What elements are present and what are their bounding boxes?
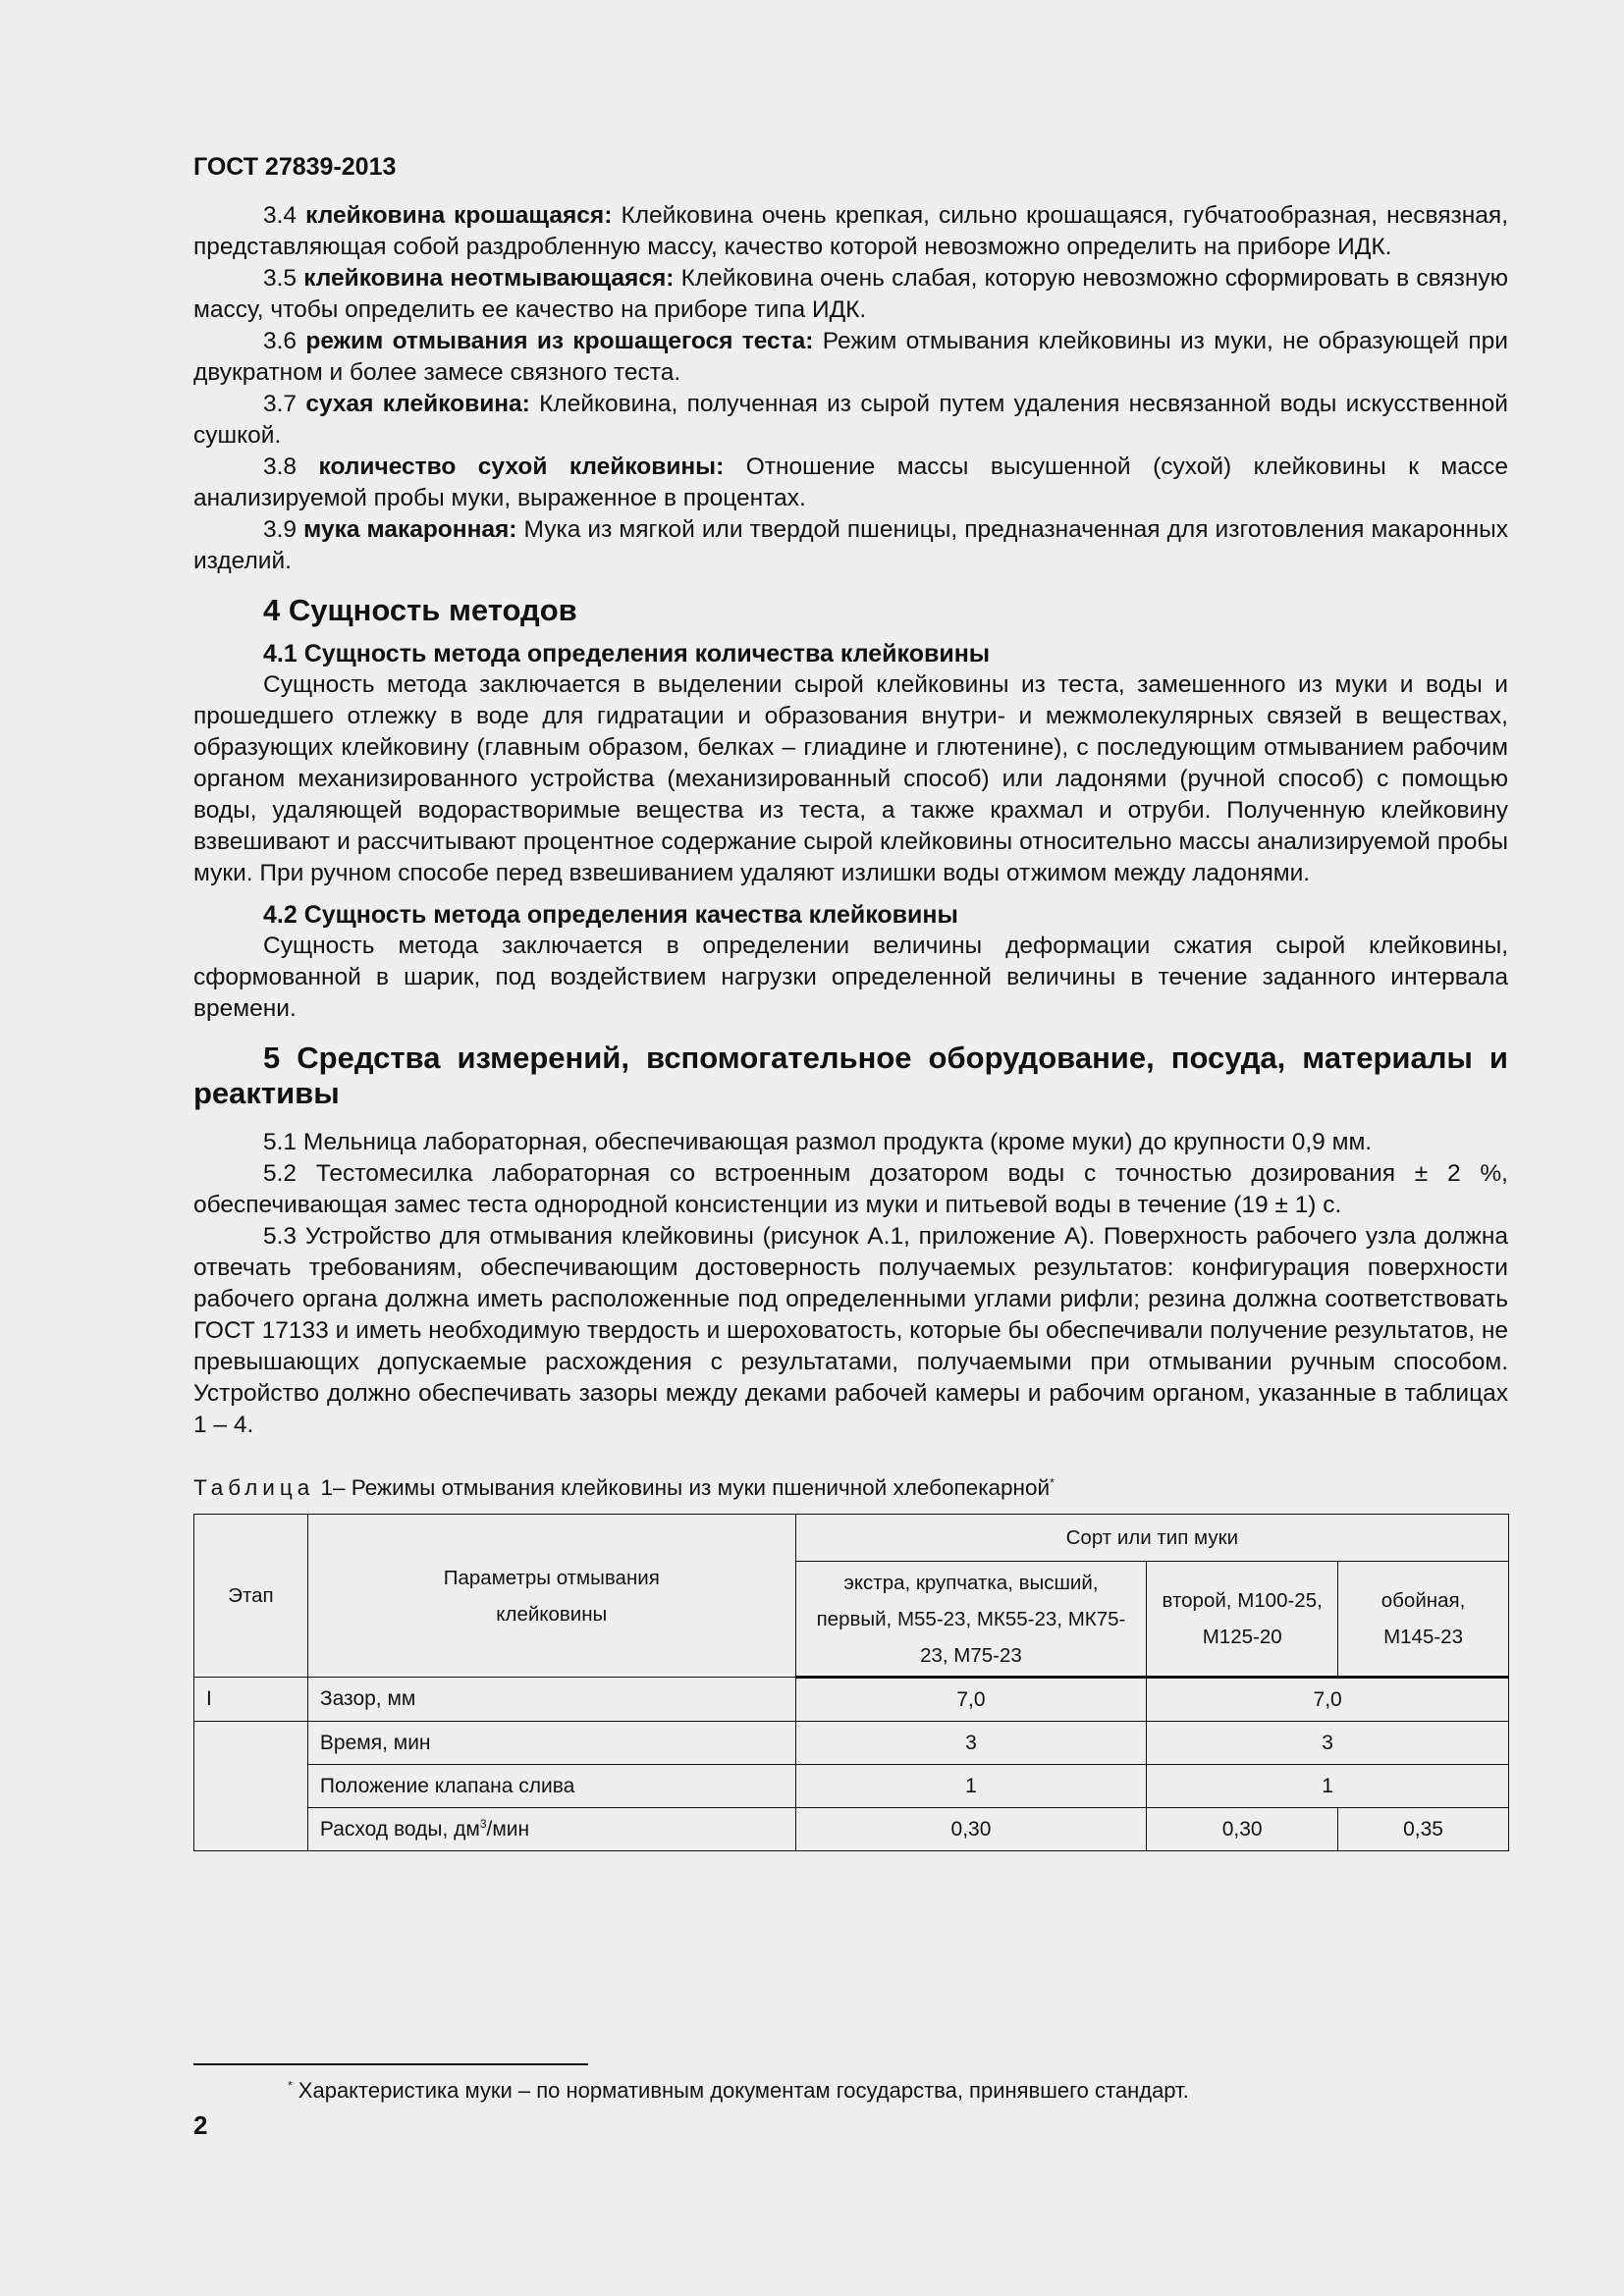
section-4-title: 4 Сущность методов — [263, 593, 577, 627]
table-head-col2: второй, М100-25, М125-20 — [1147, 1562, 1338, 1678]
section-5-2: 5.2 Тестомесилка лабораторная со встроенным дозатором воды с точностью дозирования ± 2 %, обеспечивающая замес теста однородной консистенции из муки и питьевой воды в течение (19 ± 1) с. — [193, 1160, 1508, 1218]
term-3-9: 3.9 мука макаронная: Мука из мягкой или твердой пшеницы, предназначенная для изготовления макаронных изделий. — [193, 516, 1508, 574]
table-cell-param: Время, мин — [307, 1722, 795, 1765]
table-cell-stage — [194, 1722, 308, 1851]
section-5-3: 5.3 Устройство для отмывания клейковины (рисунок А.1, приложение А). Поверхность рабочего узла должна отвечать требованиям, обеспечивающим достоверность получаемых результатов: конфигурация поверхности рабочего органа должна иметь расположенные под определенными углами рифли; резина должна соответствовать ГОСТ 17133 и иметь необходимую твердость и шероховатость, которые бы обеспечивали получение результатов, не превышающих допускаемые расхождения с результатами, получаемыми при отмывании ручным способом. Устройство должно обеспечивать зазоры между деками рабочей камеры и рабочим органом, указанные в таблицах 1 – 4. — [193, 1223, 1508, 1438]
footnote-divider — [193, 2063, 588, 2065]
term-3-6: 3.6 режим отмывания из крошащегося теста: Режим отмывания клейковины из муки, не образующей при двукратном и более замесе связного теста. — [193, 328, 1508, 386]
section-4-2-text: Сущность метода заключается в определении величины деформации сжатия сырой клейковины, сформованной в шарик, под воздействием нагрузки определенной величины в течение заданного интервала времени. — [193, 933, 1508, 1022]
term-3-4: 3.4 клейковина крошащаяся: Клейковина очень крепкая, сильно крошащаяся, губчатообразная, несвязная, представляющая собой раздробленную массу, качество которой невозможно определить на приборе ИДК. — [193, 202, 1509, 260]
table-head-group: Сорт или тип муки — [795, 1515, 1508, 1562]
table-cell-value: 1 — [795, 1765, 1147, 1808]
table-cell-value: 7,0 — [795, 1678, 1147, 1722]
table-head-params: Параметры отмывания клейковины — [307, 1515, 795, 1678]
table-cell-value: 0,30 — [1147, 1808, 1338, 1851]
table-cell-value: 3 — [795, 1722, 1147, 1765]
table-cell-value: 0,35 — [1338, 1808, 1509, 1851]
table-head-col3: обойная, М145-23 — [1338, 1562, 1509, 1678]
page-content — [193, 200, 1508, 1851]
table-row — [194, 1678, 1509, 1722]
section-5-title: 5 Средства измерений, вспомогательное оборудование, посуда, материалы и реактивы — [193, 1041, 1508, 1110]
table-cell-value: 3 — [1147, 1722, 1509, 1765]
table-cell-param: Положение клапана слива — [307, 1765, 795, 1808]
section-4-2-title: 4.2 Сущность метода определения качества клейковины — [263, 901, 958, 929]
footnote: * Характеристика муки – по нормативным документам государства, принявшего стандарт. — [288, 2078, 1189, 2103]
table-cell-param: Расход воды, $дм^3$/мин — [307, 1808, 795, 1851]
table-cell-value: 0,30 — [795, 1808, 1147, 1851]
section-5-1: 5.1 Мельница лабораторная, обеспечивающая размол продукта (кроме муки) до крупности 0,9 мм. — [263, 1129, 1373, 1155]
table-caption-label: Таблица — [193, 1475, 315, 1500]
table-cell-value: 7,0 — [1147, 1678, 1509, 1722]
table-1-caption: Таблица 1– Режимы отмывания клейковины из муки пшеничной хлебопекарной* — [193, 1475, 1055, 1500]
term-3-8: 3.8 количество сухой клейковины: Отношение массы высушенной (сухой) клейковины к массе анализируемой пробы муки, выраженное в процентах. — [193, 454, 1508, 511]
table-cell-param: Зазор, мм — [307, 1678, 795, 1722]
table-cell-stage: I — [194, 1678, 308, 1722]
table-head-col1: экстра, крупчатка, высший, первый, М55-23, МК55-23, МК75-23, М75-23 — [795, 1562, 1147, 1678]
document-header: ГОСТ 27839-2013 — [193, 153, 397, 181]
term-3-5: 3.5 клейковина неотмывающаяся: Клейковина очень слабая, которую невозможно сформировать в связную массу, чтобы определить ее качество на приборе типа ИДК. — [193, 265, 1508, 323]
table-1 — [193, 1514, 1509, 1851]
section-4-1-text: Сущность метода заключается в выделении сырой клейковины из теста, замешенного из муки и воды и прошедшего отлежку в воде для гидратации и образования внутри- и межмолекулярных связей в веществах, образующих клейковину (главным образом, белках – глиадине и глютенине), с последующим отмыванием рабочим органом механизированного устройства (механизированный способ) или ладонями (ручной способ) с помощью воды, удаляющей водорастворимые вещества из теста, а также крахмал и отруби. Полученную клейковину взвешивают и рассчитывают процентное содержание сырой клейковины относительно массы анализируемой пробы муки. При ручном способе перед взвешиванием удаляют излишки воды отжимом между ладонями. — [193, 671, 1508, 886]
table-row — [194, 1765, 1509, 1808]
page-number: 2 — [193, 2110, 208, 2140]
table-cell-value: 1 — [1147, 1765, 1509, 1808]
section-4-1-title: 4.1 Сущность метода определения количества клейковины — [263, 640, 991, 667]
table-row — [194, 1722, 1509, 1765]
term-3-7: 3.7 сухая клейковина: Клейковина, полученная из сырой путем удаления несвязанной воды искусственной сушкой. — [193, 391, 1508, 449]
table-head-stage: Этап — [194, 1515, 308, 1678]
table-row — [194, 1808, 1509, 1851]
